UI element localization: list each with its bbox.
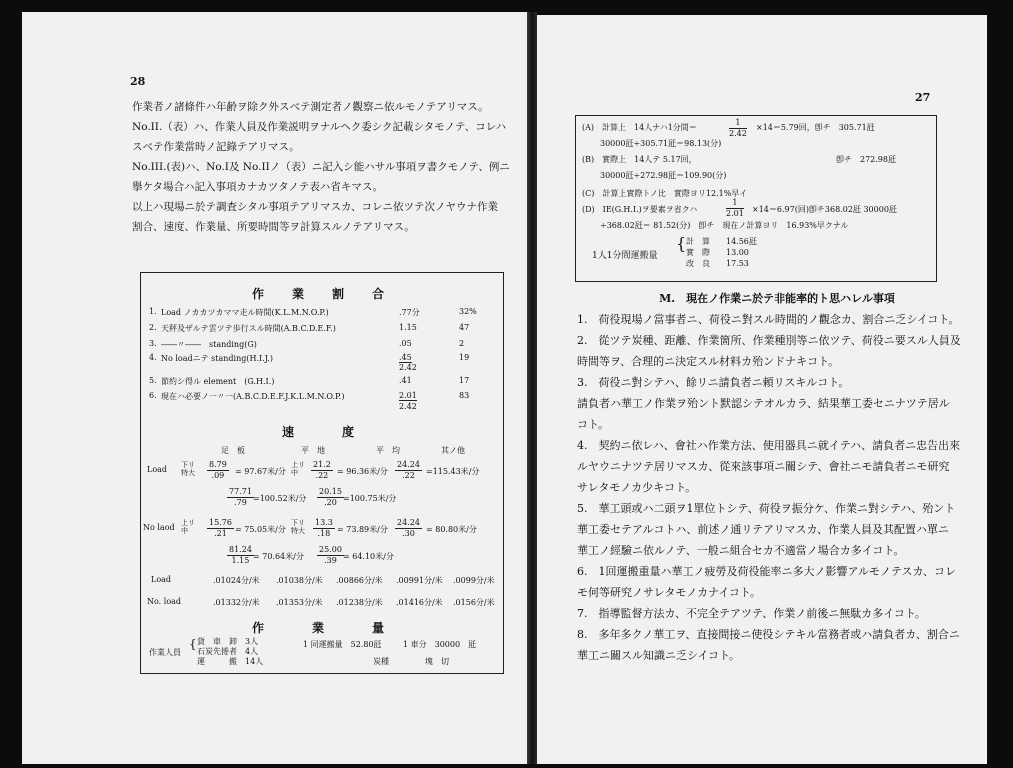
speed-result: =115.43米/分 [426,467,480,476]
work-analysis-table [140,272,504,674]
pace-value: .01353分/米 [276,598,323,607]
calc-line: 30000瓩÷305.71瓩＝98.13(分) [600,139,722,148]
row-label: No loadニテ standing(H.I.J.) [161,354,273,363]
ratio-row [149,307,495,319]
speed-result: = 96.36米/分 [337,467,388,476]
calc-line: (A) 計算上 14人ナハ1分間＝ [582,123,697,132]
paragraph-line: スベテ作業當時ノ記錄テアリマス。 [132,141,300,153]
speed-result: = 97.67米/分 [235,467,286,476]
row-denominator: 2.42 [399,363,417,372]
ratio-row [149,339,495,351]
speed-fraction [317,487,344,508]
speed-result: = 80.80米/分 [426,525,477,534]
denominator: .21 [214,529,227,538]
numerator: 13.3 [315,518,333,527]
left-body-text [132,97,512,237]
book-gutter [527,12,537,764]
row-number: 4. [149,353,157,362]
row-label: Load ノカカツカママ走ル時間(K.L.M.N.O.P.) [161,308,329,317]
row-percent: 2 [459,339,465,348]
row-time: 1.15 [399,323,417,332]
pace-value: .01332分/米 [213,598,260,607]
speed-result: = 70.64米/分 [253,552,304,561]
row-label: 現在ハ必要ノ一〃一(A.B.C.D.E.F.J.K.L.M.N.O.P.) [161,392,345,401]
pace-label: Load [151,575,172,584]
row-percent: 83 [459,391,470,400]
denominator: .39 [324,556,337,565]
row-time: .41 [399,376,412,385]
calc-line: ÷368.02瓩＝ 81.52(分) 卽チ 現在ノ計算ヨリ 16.93%早クナル [600,221,849,230]
paragraph-line: 以上ハ現場ニ於テ調査シタル事項テアリマスカ、コレニ依ツテ次ノヤウナ作業 [132,201,499,213]
list-item: 時間等ヲ、合理的ニ決定スル材料カ殆ンドナキコト。 [577,355,840,368]
row-percent: 17 [459,376,470,385]
ratio-denominator-row [149,402,495,414]
speed-result: = 64.10米/分 [343,552,394,561]
list-item: 華工委セテアルコトハ、前述ノ通リテアリマスカ、作業人員及其配置ハ單ニ [577,523,950,536]
speed-header: 平 均 [376,446,400,455]
numerator: 24.24 [397,460,420,469]
workers-brace: { [189,637,197,651]
volume-value: 1 同運搬量 52.80瓩 [303,640,382,649]
list-item: 5. 華工頭或ハ二頭ヲ1單位トシテ、荷役ヲ振分ケ、作業ニ對シテハ、殆ント [577,502,956,515]
pace-value: .0099分/米 [453,576,495,585]
worker-count: 石炭先捲者 4人 [197,647,259,656]
speed-fraction [207,518,234,539]
workers-label: 作業人員 [149,648,181,657]
calc-line: 改 良 17.53 [686,259,749,268]
row-percent: 19 [459,353,470,362]
pace-value: .00866分/米 [336,576,383,585]
row-percent: 47 [459,323,470,332]
calc-line: 實 際 13.00 [686,248,749,257]
list-item: ルヤウニナツテ居リマスカ、從來該事項ニ關シテ、會社ニモ請負者ニモ研究 [577,460,950,473]
speed-fraction [395,460,422,481]
numerator: 8.79 [209,460,227,469]
right-body-text [577,288,977,666]
calculation-box [575,115,937,282]
paragraph-line: No.III.(表)ハ、No.I及 No.IIノ（表）ニ記入シ能ハサル事項ヲ書クモノテ、例ニ [132,161,510,173]
list-item: 1. 荷役現場ノ當事者ニ、荷役ニ對スル時間的ノ觀念カ、割合ニ乏シイコト。 [577,313,960,326]
calc-line: 1人1分間運搬量 [592,251,658,261]
ratio-row [149,376,495,388]
list-item: 7. 指導監督方法カ、不完全テアツテ、作業ノ前後ニ無駄カ多イコト。 [577,607,926,620]
calc-brace: { [676,234,687,253]
row-denominator: 2.42 [399,402,417,411]
per-car-unit: 塊 切 [425,657,449,666]
row-time: .45 [399,353,412,362]
speed-fraction [227,487,254,508]
speed-fraction [317,545,344,566]
calc-line: (C) 計算上實際トノ比 實際ヨリ12.1%早イ [582,189,748,198]
volume-unit: 炭種 [373,657,389,666]
pace-label: No. load [147,597,182,606]
pace-value: .01416分/米 [396,598,443,607]
row-time: 2.01 [399,391,417,400]
list-item: 3. 荷役ニ對シテハ、餘リニ請負者ニ頼リスキルコト。 [577,376,850,389]
pace-value: .01024分/米 [213,576,260,585]
bracket-label: 上リ 中 [181,519,195,535]
pace-value: .01038分/米 [276,576,323,585]
denominator: .18 [317,529,331,538]
speed-row-label: No laod [143,523,175,532]
page-number-right: 27 [915,91,931,104]
numerator: 77.71 [229,487,252,496]
denominator: 1.15 [231,556,250,565]
calc-line: ×14＝6.97(回)卽チ368.02瓩 30000瓩 [752,205,897,214]
denominator: 2.42 [729,129,747,138]
pace-value: .00991分/米 [396,576,443,585]
calc-line: 卽チ 272.98瓩 [836,155,896,164]
numerator: 1 [729,118,747,129]
row-time: .05 [399,339,412,348]
ratio-row [149,323,495,335]
speed-result: = 75.05米/分 [235,525,286,534]
row-label: 天秤及ザルテ雲ツテ歩行スル時間(A.B.C.D.E.F.) [161,324,336,333]
denominator: .20 [324,498,337,507]
calc-fraction [729,118,747,139]
denominator: 2.01 [726,209,744,218]
speed-row-label: Load [147,465,168,474]
row-number: 5. [149,376,157,385]
list-item: 華工ノ經驗ニ依ルノテ、一般ニ組合セカ不適當ノ場合カ多イコト。 [577,544,905,557]
speed-header: 平 地 [301,446,325,455]
calc-fraction [726,198,744,219]
row-number: 6. [149,391,157,400]
speed-result: =100.52米/分 [253,494,307,503]
speed-fraction [311,460,333,481]
paragraph-line: No.II.（表）ハ、作業人員及作業説明ヲナルヘク委シク記載シタモノテ、コレハ [132,121,507,133]
list-item: 4. 契約ニ依レハ、會社ハ作業方法、使用器具ニ就イテハ、請負者ニ忠告出來 [577,439,961,452]
numerator: 81.24 [229,545,252,554]
per-car-value: 1 車分 30000 瓩 [403,640,477,649]
speed-result: =100.75米/分 [343,494,397,503]
speed-fraction [313,518,335,539]
paragraph-line: 擧ケタ場合ハ記入事項カナカツタノテ表ハ省キマス。 [132,181,384,193]
list-item: サレタモノカ少キコト。 [577,481,697,494]
list-item: 8. 多年多クノ華工ヲ、直接間接ニ使役シテキル當務者或ハ請負者カ、割合ニ [577,628,960,641]
speed-fraction [395,518,422,539]
calc-line: (B) 實際上 14人テ 5.17回， [582,155,697,164]
calc-line: 計 算 14.56瓩 [686,237,757,246]
speed-fraction [227,545,254,566]
speed-header: 足 板 [221,446,245,455]
section-title-ratio: 作 業 割 合 [251,287,392,301]
numerator: 20.15 [319,487,342,496]
row-label: 節約シ得ル element (G.H.I.) [161,377,275,386]
denominator: .30 [402,529,415,538]
pace-value: .0156分/米 [453,598,495,607]
row-percent: 32% [459,307,477,316]
section-title-speed: 速 度 [281,425,362,439]
list-item: 2. 從ツテ炭種、距離、作業箇所、作業種別等ニ依ツテ、荷役ニ要スル人員及 [577,334,961,347]
ratio-denominator-row [149,363,495,375]
section-title-volume: 作 業 量 [251,621,392,635]
bracket-label: 下リ 特大 [291,519,305,535]
list-item: 6. 1回運搬重量ハ華工ノ疲勞及荷役能率ニ多大ノ影響アルモノテスカ、コレ [577,565,957,578]
calc-line: ×14＝5.79回，卽チ 305.71瓩 [756,123,875,132]
speed-result: = 73.89米/分 [337,525,388,534]
list-item: コト。 [577,418,610,431]
numerator: 15.76 [209,518,232,527]
bracket-label: 上リ 中 [291,461,305,477]
denominator: .79 [234,498,247,507]
row-time: .77分 [399,308,420,317]
page-number-left: 28 [130,75,146,88]
calc-line: 30000瓩÷272.98瓩＝109.90(分) [600,171,727,180]
numerator: 1 [726,198,744,209]
worker-count: 運 搬 14人 [197,657,264,666]
row-number: 3. [149,339,157,348]
calc-line: (D) IE(G.H.I.)ヲ要素ヲ省クハ [582,205,698,214]
worker-count: 貨 車 卸 3人 [197,637,259,646]
pace-value: .01238分/米 [336,598,383,607]
denominator: .09 [211,471,225,480]
numerator: 24.24 [397,518,420,527]
section-heading: M. 現在ノ作業ニ於テ非能率的ト思ハレル事項 [659,292,895,305]
row-number: 2. [149,323,157,332]
denominator: .22 [402,471,415,480]
numerator: 21.2 [313,460,331,469]
denominator: .22 [315,471,329,480]
bracket-label: 下リ 特大 [181,461,195,477]
numerator: 25.00 [319,545,342,554]
left-page [22,12,527,764]
paragraph-line: 割合、速度、作業量、所要時間等ヲ計算スルノテアリマス。 [132,221,415,233]
list-item: 華工ニ關スル知識ニ乏シイコト。 [577,649,741,662]
paragraph-line: 作業者ノ諸條件ハ年齢ヲ除ク外スベテ測定者ノ觀察ニ依ルモノテアリマス。 [132,101,489,113]
row-label: ――〃―― standing(G) [161,340,257,349]
list-item: 請負者ハ華工ノ作業ヲ殆ント默認シテオルカラ、結果華工委セニナツテ居ル [577,397,950,410]
speed-header: 其ノ他 [441,446,465,455]
list-item: モ何等研究ノサレタモノカナイコト。 [577,586,761,599]
speed-fraction [207,460,229,481]
row-number: 1. [149,307,157,316]
right-page [537,15,987,764]
